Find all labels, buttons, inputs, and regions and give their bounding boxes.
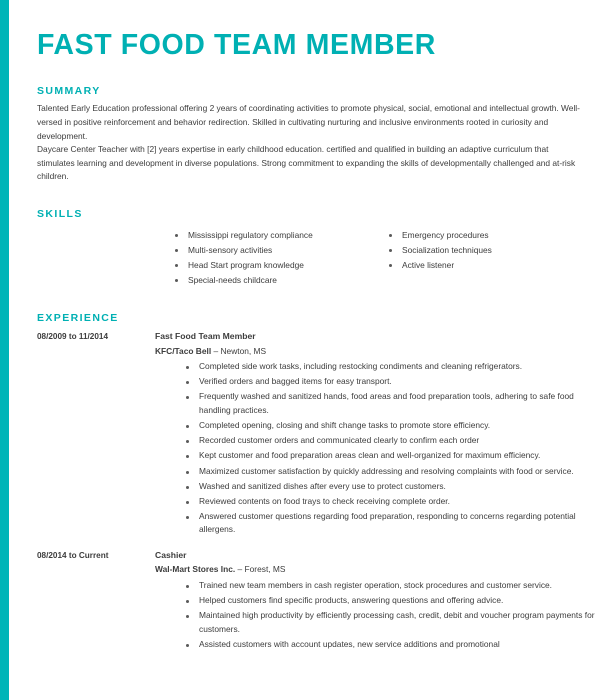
- summary-body: [37, 102, 582, 184]
- list-item: Completed opening, closing and shift change tasks to promote store efficiency.: [183, 419, 599, 433]
- skills-column-left: [172, 228, 386, 288]
- list-item: Recorded customer orders and communicated clearly to confirm each order: [183, 434, 599, 448]
- skills-list: [37, 228, 600, 288]
- list-item: Answered customer questions regarding food preparation, responding to concerns regarding potential allergens.: [183, 510, 599, 537]
- experience-company: [155, 562, 600, 577]
- list-item: Mississippi regulatory compliance: [172, 228, 386, 243]
- experience-details: [155, 330, 600, 539]
- experience-company: [155, 344, 600, 359]
- summary-paragraph-1: Talented Early Education professional offering 2 years of coordinating activities to promote physical, social, emotional and intellectual growth. Well-versed in positive reinforcement and behavior redirection. Skilled in cultivating nurturing and inclusive environments rooted in curiosity and development.: [37, 103, 580, 141]
- list-item: Special-needs childcare: [172, 273, 386, 288]
- list-item: Assisted customers with account updates, new service additions and promotional: [183, 638, 599, 652]
- experience-location: Newton, MS: [220, 345, 267, 356]
- skills-column-right: [386, 228, 600, 288]
- experience-entry: [37, 330, 600, 539]
- section-heading-skills: SKILLS: [37, 208, 83, 220]
- experience-separator: –: [213, 345, 219, 356]
- section-heading-summary: SUMMARY: [37, 85, 101, 98]
- experience-company-name: KFC/Taco Bell: [155, 345, 212, 356]
- page-title: [37, 30, 600, 61]
- list-item: Reviewed contents on food trays to check receiving complete order.: [183, 495, 599, 509]
- experience-entry: [37, 549, 600, 654]
- list-item: Helped customers find specific products, answering questions and offering advice.: [183, 594, 599, 608]
- accent-side-bar: [0, 0, 9, 700]
- list-item: Frequently washed and sanitized hands, food areas and food preparation tools, adhering to safe food handling practices.: [183, 390, 599, 417]
- list-item: Emergency procedures: [386, 228, 600, 243]
- experience-details: [155, 549, 600, 654]
- list-item: Maximized customer satisfaction by quickly addressing and resolving complaints with food or service.: [183, 465, 599, 479]
- list-item: Completed side work tasks, including restocking condiments and cleaning refrigerators.: [183, 360, 599, 374]
- list-item: Maintained high productivity by efficiently processing cash, credit, debit and voucher program payments for customers.: [183, 609, 599, 636]
- experience-job-title: Fast Food Team Member: [155, 330, 256, 341]
- list-item: Verified orders and bagged items for easy transport.: [183, 375, 599, 389]
- list-item: Kept customer and food preparation areas clean and well-organized for maximum efficiency.: [183, 449, 599, 463]
- experience-company-name: Wal-Mart Stores Inc.: [155, 564, 236, 575]
- resume-name-heading: FAST FOOD TEAM MEMBER: [37, 29, 436, 61]
- experience-dates: 08/2014 to Current: [37, 550, 109, 560]
- resume-content: [37, 0, 600, 653]
- experience-separator: –: [237, 564, 243, 575]
- experience-dates: 08/2009 to 11/2014: [37, 331, 109, 341]
- list-item: Multi-sensory activities: [172, 243, 386, 258]
- list-item: Trained new team members in cash register operation, stock procedures and customer service.: [183, 579, 599, 593]
- list-item: Washed and sanitized dishes after every use to protect customers.: [183, 480, 599, 494]
- experience-location: Forest, MS: [244, 564, 286, 575]
- section-heading-experience: EXPERIENCE: [37, 311, 119, 324]
- list-item: Head Start program knowledge: [172, 258, 386, 273]
- list-item: Active listener: [386, 258, 600, 273]
- list-item: Socialization techniques: [386, 243, 600, 258]
- summary-paragraph-2: Daycare Center Teacher with [2] years expertise in early childhood education. certified and qualified in building an adaptive curriculum that stimulates learning and development in diverse populations. Strong commitment to expanding the skills of developmentally challenged and at-risk children.: [37, 144, 576, 182]
- experience-job-title: Cashier: [155, 549, 187, 560]
